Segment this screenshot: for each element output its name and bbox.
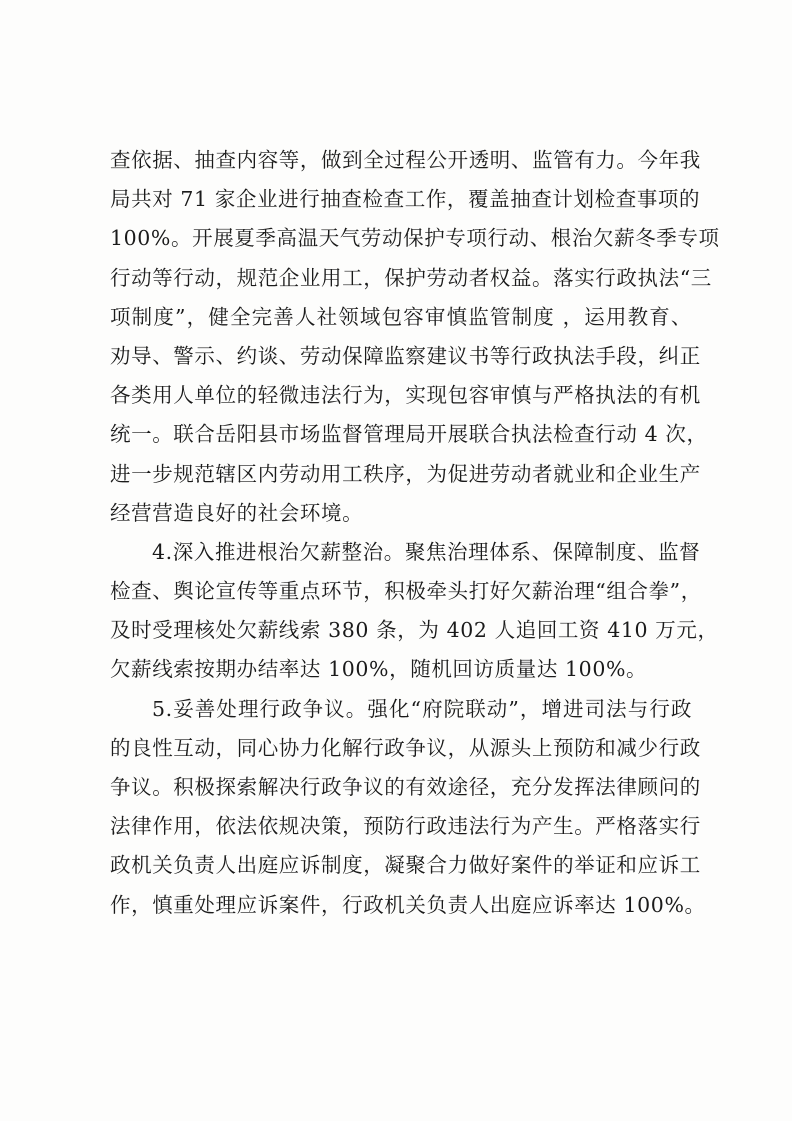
text-line: 经营营造良好的社会环境。 [110,500,364,525]
text-line: 4.深入推进根治欠薪整治。聚焦治理体系、保障制度、监督 [152,539,701,564]
text-line: 5.妥善处理行政争议。强化“府院联动”，增进司法与行政 [152,696,692,721]
text-line: 检查、舆论宣传等重点环节，积极牵头打好欠薪治理“组合拳”， [110,579,702,604]
text-line: 政机关负责人出庭应诉制度，凝聚合力做好案件的举证和应诉工 [110,853,701,878]
text-line: 进一步规范辖区内劳动用工秩序，为促进劳动者就业和企业生产 [110,461,701,486]
paragraph-p2 [110,533,719,690]
text-line: 的良性互动，同心协力化解行政争议，从源头上预防和减少行政 [110,735,701,760]
text-line: 及时受理核处欠薪线索 380 条，为 402 人追回工资 410 万元， [110,618,719,643]
text-line: 各类用人单位的轻微违法行为，实现包容审慎与严格执法的有机 [110,383,701,408]
text-line: 局共对 71 家企业进行抽查检查工作，覆盖抽查计划检查事项的 [110,187,701,212]
document-body [110,141,720,925]
text-line: 项制度”，健全完善人社领域包容审慎监管制度 ，运用教育、 [110,304,692,329]
text-line: 劝导、警示、约谈、劳动保障监察建议书等行政执法手段，纠正 [110,343,701,368]
text-line: 查依据、抽查内容等，做到全过程公开透明、监管有力。今年我 [110,148,701,172]
text-line: 统一。联合岳阳县市场监督管理局开展联合执法检查行动 4 次， [110,422,708,447]
text-line: 欠薪线索按期办结率达 100%，随机回访质量达 100%。 [110,657,648,682]
text-line: 争议。积极探索解决行政争议的有效途径，充分发挥法律顾问的 [110,775,701,799]
text-line: 作，慎重处理应诉案件，行政机关负责人出庭应诉率达 100%。 [110,892,706,917]
paragraph-p1 [110,141,720,533]
text-line: 100%。开展夏季高温天气劳动保护专项行动、根治欠薪冬季专项 [110,226,720,251]
text-line: 行动等行动，规范企业用工，保护劳动者权益。落实行政执法“三 [110,265,712,290]
paragraph-p3 [110,690,706,925]
text-line: 法律作用，依法依规决策，预防行政违法行为产生。严格落实行 [110,814,701,839]
